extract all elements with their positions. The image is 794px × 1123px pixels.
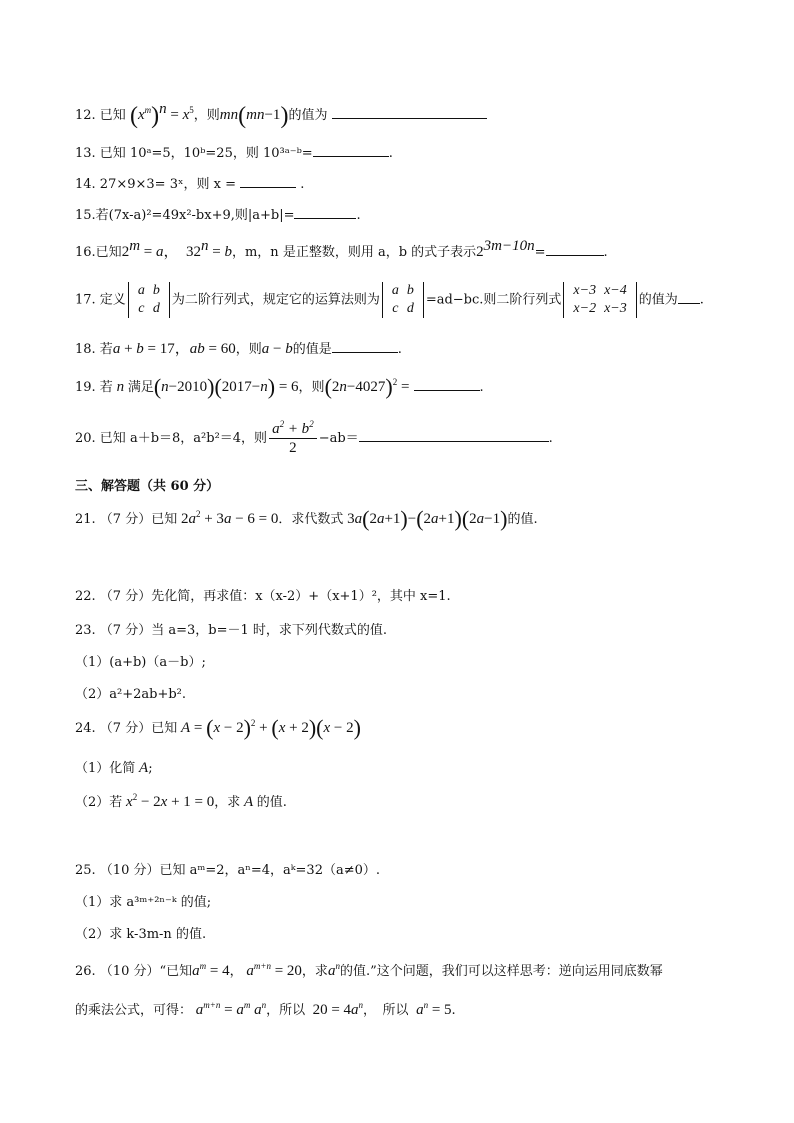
question-26-line2: 的乘法公式，可得： $a^{m+n} = a^m$ $a^n$，所以 $20 = 4a^n$， 所以 $a^n = 5$. <box>75 1000 456 1018</box>
question-24-part2: （2）若 $x^2 - 2x + 1 = 0$，求 A 的值. <box>75 792 287 810</box>
question-15: 15.若(7x-a)²=49x²-bx+9,则|a+b|= . <box>75 208 361 223</box>
determinant-abcd: a b c d <box>128 282 170 318</box>
question-23-part2: （2）a²+2ab+b². <box>75 687 187 702</box>
question-19: 19. 若 n 满足(n−2010)(2017−n) = 6，则$(2n-4027)^2$ = . <box>75 374 484 399</box>
question-26: 26. （10 分）“已知$a^m = 4$， $a^{m+n} = 20$，求$a^n$的值.”这个问题，我们可以这样思考：逆向运用同底数幂 <box>75 961 663 979</box>
q12-expr: $(x^m)^n = x^5$ <box>129 101 194 129</box>
determinant-x: x−3 x−4 x−2 x−3 <box>563 282 636 318</box>
question-14: 14. 27×9×3= 3ˣ，则 x = . <box>75 177 305 192</box>
answer-blank[interactable] <box>313 144 389 157</box>
answer-blank[interactable] <box>332 340 398 353</box>
answer-blank[interactable] <box>332 106 487 119</box>
question-21: 21. （7 分）已知 $2a^2 + 3a - 6 = 0$．求代数式 3a(2a+1)−(2a+1)(2a−1)的值. <box>75 506 538 531</box>
question-17: 17. 定义 a b c d 为二阶行列式，规定它的运算法则为 a b c d =ad−bc.则二阶行列式 x−3 x−4 x−2 x−3 的值为 . <box>75 283 704 316</box>
fraction: $\frac{a^2 + b^2}{2}$ <box>269 420 317 457</box>
answer-blank[interactable] <box>678 291 700 304</box>
question-25: 25. （10 分）已知 aᵐ=2，aⁿ=4，aᵏ=32（a≠0）. <box>75 863 381 878</box>
determinant-abcd-2: a b c d <box>382 282 424 318</box>
question-18: 18. 若a + b = 17，ab = 60，则a − b的值是 . <box>75 341 402 357</box>
answer-blank[interactable] <box>359 429 549 442</box>
question-25-part2: （2）求 k-3m-n 的值. <box>75 927 207 942</box>
question-16: 16.已知$2^m = a$， $32^n = b$，m，n 是正整数，则用 a，b 的式子表示$2^{3m-10n}=$ . <box>75 238 608 260</box>
question-23-part1: （1）(a+b)（a－b）; <box>75 655 206 670</box>
question-22: 22. （7 分）先化简，再求值：x（x-2）+（x+1）²，其中 x=1. <box>75 589 451 604</box>
question-12: 12. 已知 $(x^m)^n = x^5$，则mn(mn−1)的值为 <box>75 106 487 125</box>
question-23: 23. （7 分）当 a=3，b=－1 时，求下列代数式的值. <box>75 623 388 638</box>
answer-blank[interactable] <box>294 206 356 219</box>
question-25-part1: （1）求 a³ᵐ⁺²ⁿ⁻ᵏ 的值; <box>75 895 212 910</box>
question-13: 13. 已知 10ᵃ=5，10ᵇ=25，则 10³ᵃ⁻ᵇ= . <box>75 146 393 161</box>
answer-blank[interactable] <box>240 175 296 188</box>
question-24: 24. （7 分）已知 $A = (x - 2)^2 + (x + 2)(x - 2)$ <box>75 715 361 740</box>
question-20: 20. 已知 a＋b＝8，a²b²＝4，则 $\frac{a^2 + b^2}{2}$ −ab＝ . <box>75 419 553 456</box>
answer-blank[interactable] <box>414 378 480 391</box>
answer-blank[interactable] <box>546 243 604 256</box>
question-24-part1: （1）化简 A; <box>75 760 153 776</box>
section-title: 三、解答题（共 60 分） <box>75 479 220 494</box>
